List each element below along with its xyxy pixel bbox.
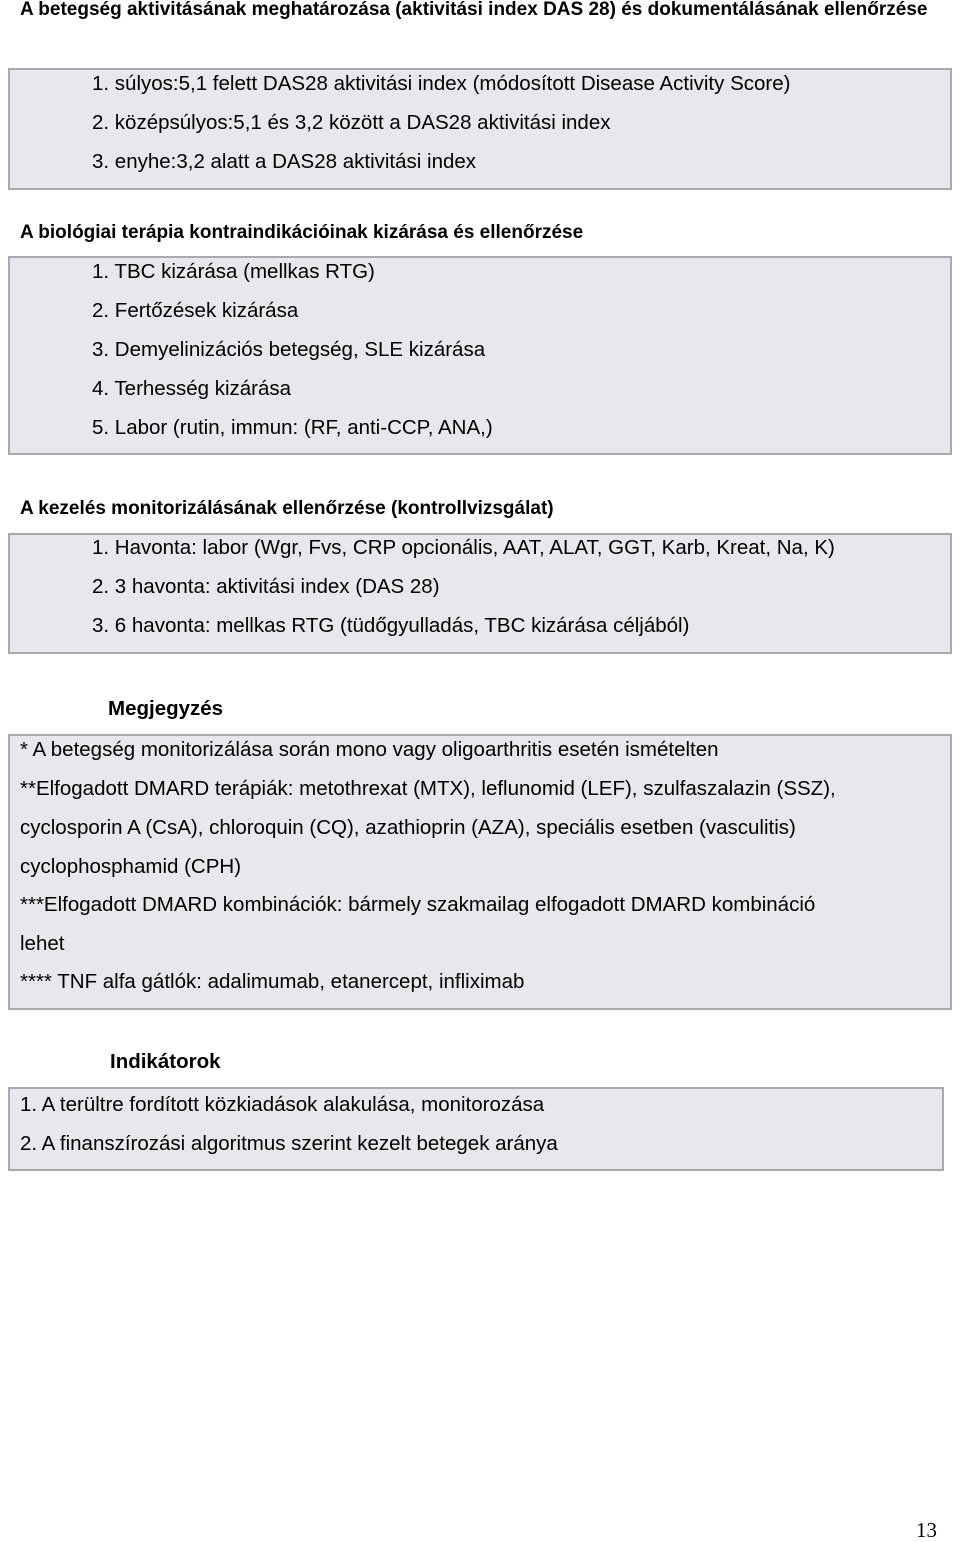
list-item: 5. Labor (rutin, immun: (RF, anti-CCP, ANA,) — [92, 416, 493, 439]
list-item: 3. 6 havonta: mellkas RTG (tüdőgyulladás, TBC kizárása céljából) — [92, 614, 690, 637]
list-item: 1. súlyos:5,1 felett DAS28 aktivitási index (módosított Disease Activity Score) — [92, 72, 791, 95]
page-number: 13 — [916, 1518, 937, 1542]
list-item: 4. Terhesség kizárása — [92, 377, 292, 400]
list-item: 2. Fertőzések kizárása — [92, 299, 299, 322]
section-heading-monitoring: A kezelés monitorizálásának ellenőrzése (kontrollvizsgálat) — [20, 498, 554, 519]
list-item: 1. A terültre fordított közkiadások alakulása, monitorozása — [20, 1093, 545, 1116]
note-line: **Elfogadott DMARD terápiák: metothrexat (MTX), leflunomid (LEF), szulfaszalazin (SSZ), — [20, 777, 836, 800]
list-item: 2. középsúlyos:5,1 és 3,2 között a DAS28 aktivitási index — [92, 111, 611, 134]
notes-heading: Megjegyzés — [108, 697, 224, 720]
note-line: * A betegség monitorizálása során mono vagy oligoarthritis esetén ismételten — [20, 738, 719, 761]
indicators-heading: Indikátorok — [110, 1050, 221, 1073]
note-line: cyclosporin A (CsA), chloroquin (CQ), azathioprin (AZA), speciális esetben (vasculitis) — [20, 816, 796, 839]
list-item: 2. A finanszírozási algoritmus szerint kezelt betegek aránya — [20, 1132, 558, 1155]
list-item: 3. enyhe:3,2 alatt a DAS28 aktivitási index — [92, 150, 477, 173]
note-line: lehet — [20, 932, 65, 955]
list-item: 3. Demyelinizációs betegség, SLE kizárása — [92, 338, 486, 361]
list-item: 1. Havonta: labor (Wgr, Fvs, CRP opcionális, AAT, ALAT, GGT, Karb, Kreat, Na, K) — [92, 536, 835, 559]
note-line: ***Elfogadott DMARD kombinációk: bármely szakmailag elfogadott DMARD kombináció — [20, 893, 816, 916]
note-line: **** TNF alfa gátlók: adalimumab, etanercept, infliximab — [20, 970, 525, 993]
note-line: cyclophosphamid (CPH) — [20, 855, 242, 878]
section-heading-disease-activity: A betegség aktivitásának meghatározása (aktivitási index DAS 28) és dokumentálásának ellenőrzése — [20, 0, 928, 20]
section-heading-contraindications: A biológiai terápia kontraindikációinak kizárása és ellenőrzése — [20, 222, 584, 243]
list-item: 2. 3 havonta: aktivitási index (DAS 28) — [92, 575, 440, 598]
list-item: 1. TBC kizárása (mellkas RTG) — [92, 260, 375, 283]
